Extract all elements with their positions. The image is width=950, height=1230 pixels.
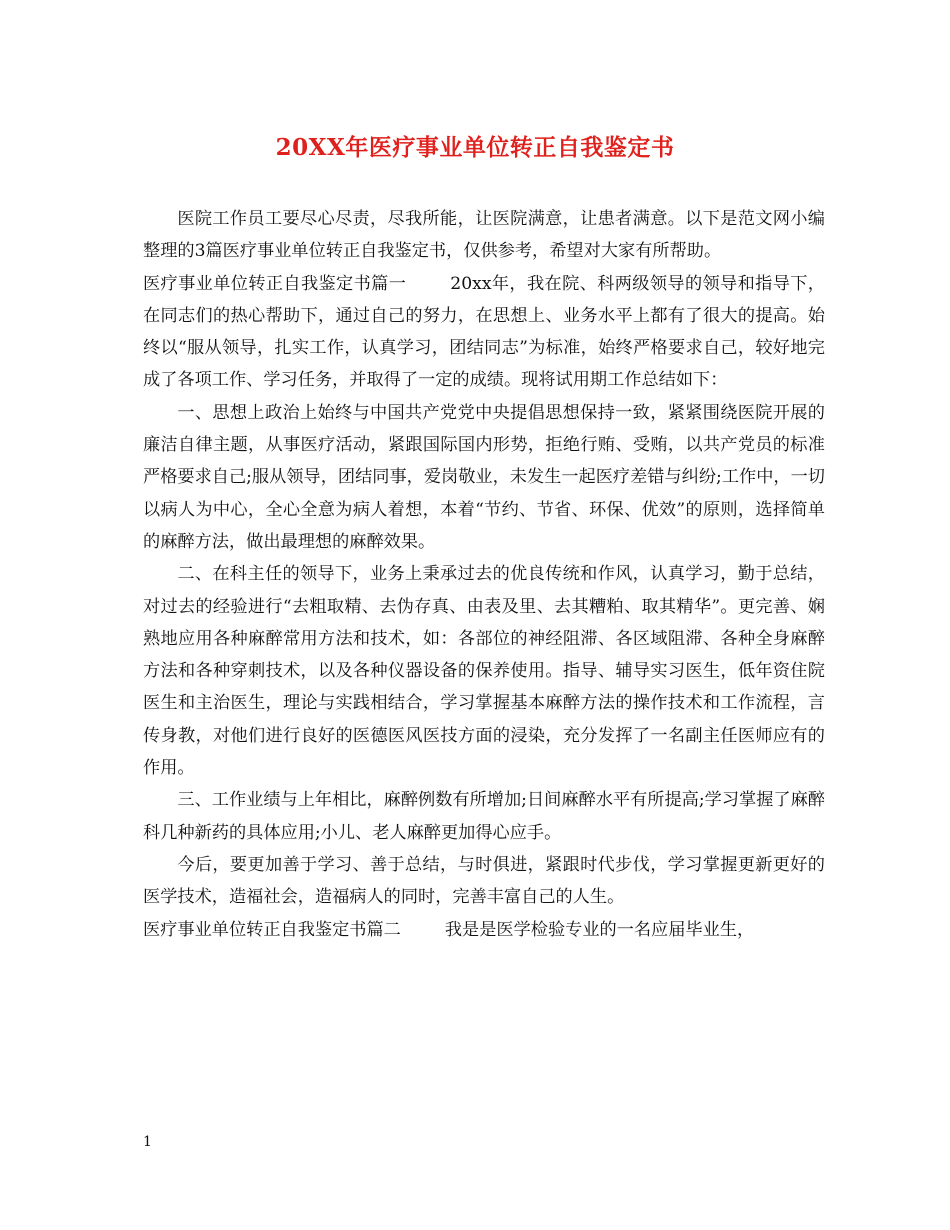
page-number: 1	[143, 1134, 152, 1150]
section-two-paragraph	[143, 914, 825, 946]
paragraph-text: 三、工作业绩与上年相比，麻醉例数有所增加;日间麻醉水平有所提高;学习掌握了麻醉科几种新药的具体应用;小儿、老人麻醉更加得心应手。	[143, 790, 825, 843]
point-one-paragraph	[143, 397, 825, 558]
document-title: 20XX年医疗事业单位转正自我鉴定书	[275, 134, 675, 161]
paragraph-text: 医院工作员工要尽心尽责，尽我所能，让医院满意，让患者满意。以下是范文网小编整理的3篇医疗事业单位转正自我鉴定书，仅供参考，希望对大家有所帮助。	[143, 209, 825, 262]
paragraph-text: 二、在科主任的领导下，业务上秉承过去的优良传统和作风，认真学习，勤于总结，对过去的经验进行“去粗取精、去伪存真、由表及里、去其糟粕、取其精华”。更完善、娴熟地应用各种麻醉常用方法和技术，如：各部位的神经阻滞、各区域阻滞、各种全身麻醉方法和各种穿刺技术，以及各种仪器设备的保养使用。指导、辅导实习医生，低年资住院医生和主治医生，理论与实践相结合，学习掌握基本麻醉方法的操作技术和工作流程，言传身教，对他们进行良好的医德医风医技方面的浸染，充分发挥了一名副主任医师应有的作用。	[143, 564, 825, 779]
section-heading: 医疗事业单位转正自我鉴定书篇二	[143, 919, 401, 940]
paragraph-text: 一、思想上政治上始终与中国共产党党中央提倡思想保持一致，紧紧围绕医院开展的廉洁自律主题，从事医疗活动，紧跟国际国内形势，拒绝行贿、受贿，以共产党员的标准严格要求自己;服从领导，团结同事，爱岗敬业，未发生一起医疗差错与纠纷;工作中，一切以病人为中心，全心全意为病人着想，本着“节约、节省、环保、优效”的原则，选择简单的麻醉方法，做出最理想的麻醉效果。	[143, 402, 825, 552]
intro-paragraph	[143, 203, 825, 268]
point-two-paragraph	[143, 558, 825, 784]
future-plan-paragraph	[143, 849, 825, 914]
paragraph-text: 我是是医学检验专业的一名应届毕业生，	[444, 919, 755, 940]
section-heading: 医疗事业单位转正自我鉴定书篇一	[143, 273, 407, 294]
section-one-paragraph	[143, 268, 825, 397]
point-three-paragraph	[143, 784, 825, 849]
paragraph-text: 20xx年，我在院、科两级领导的领导和指导下，在同志们的热心帮助下，通过自己的努力，在思想上、业务水平上都有了很大的提高。始终以“服从领导，扎实工作，认真学习，团结同志”为标准，始终严格要求自己，较好地完成了各项工作、学习任务，并取得了一定的成绩。现将试用期工作总结如下：	[143, 273, 825, 391]
document-body	[143, 203, 825, 946]
paragraph-text: 今后，要更加善于学习、善于总结，与时俱进，紧跟时代步伐，学习掌握更新更好的医学技术，造福社会，造福病人的同时，完善丰富自己的人生。	[143, 854, 825, 908]
